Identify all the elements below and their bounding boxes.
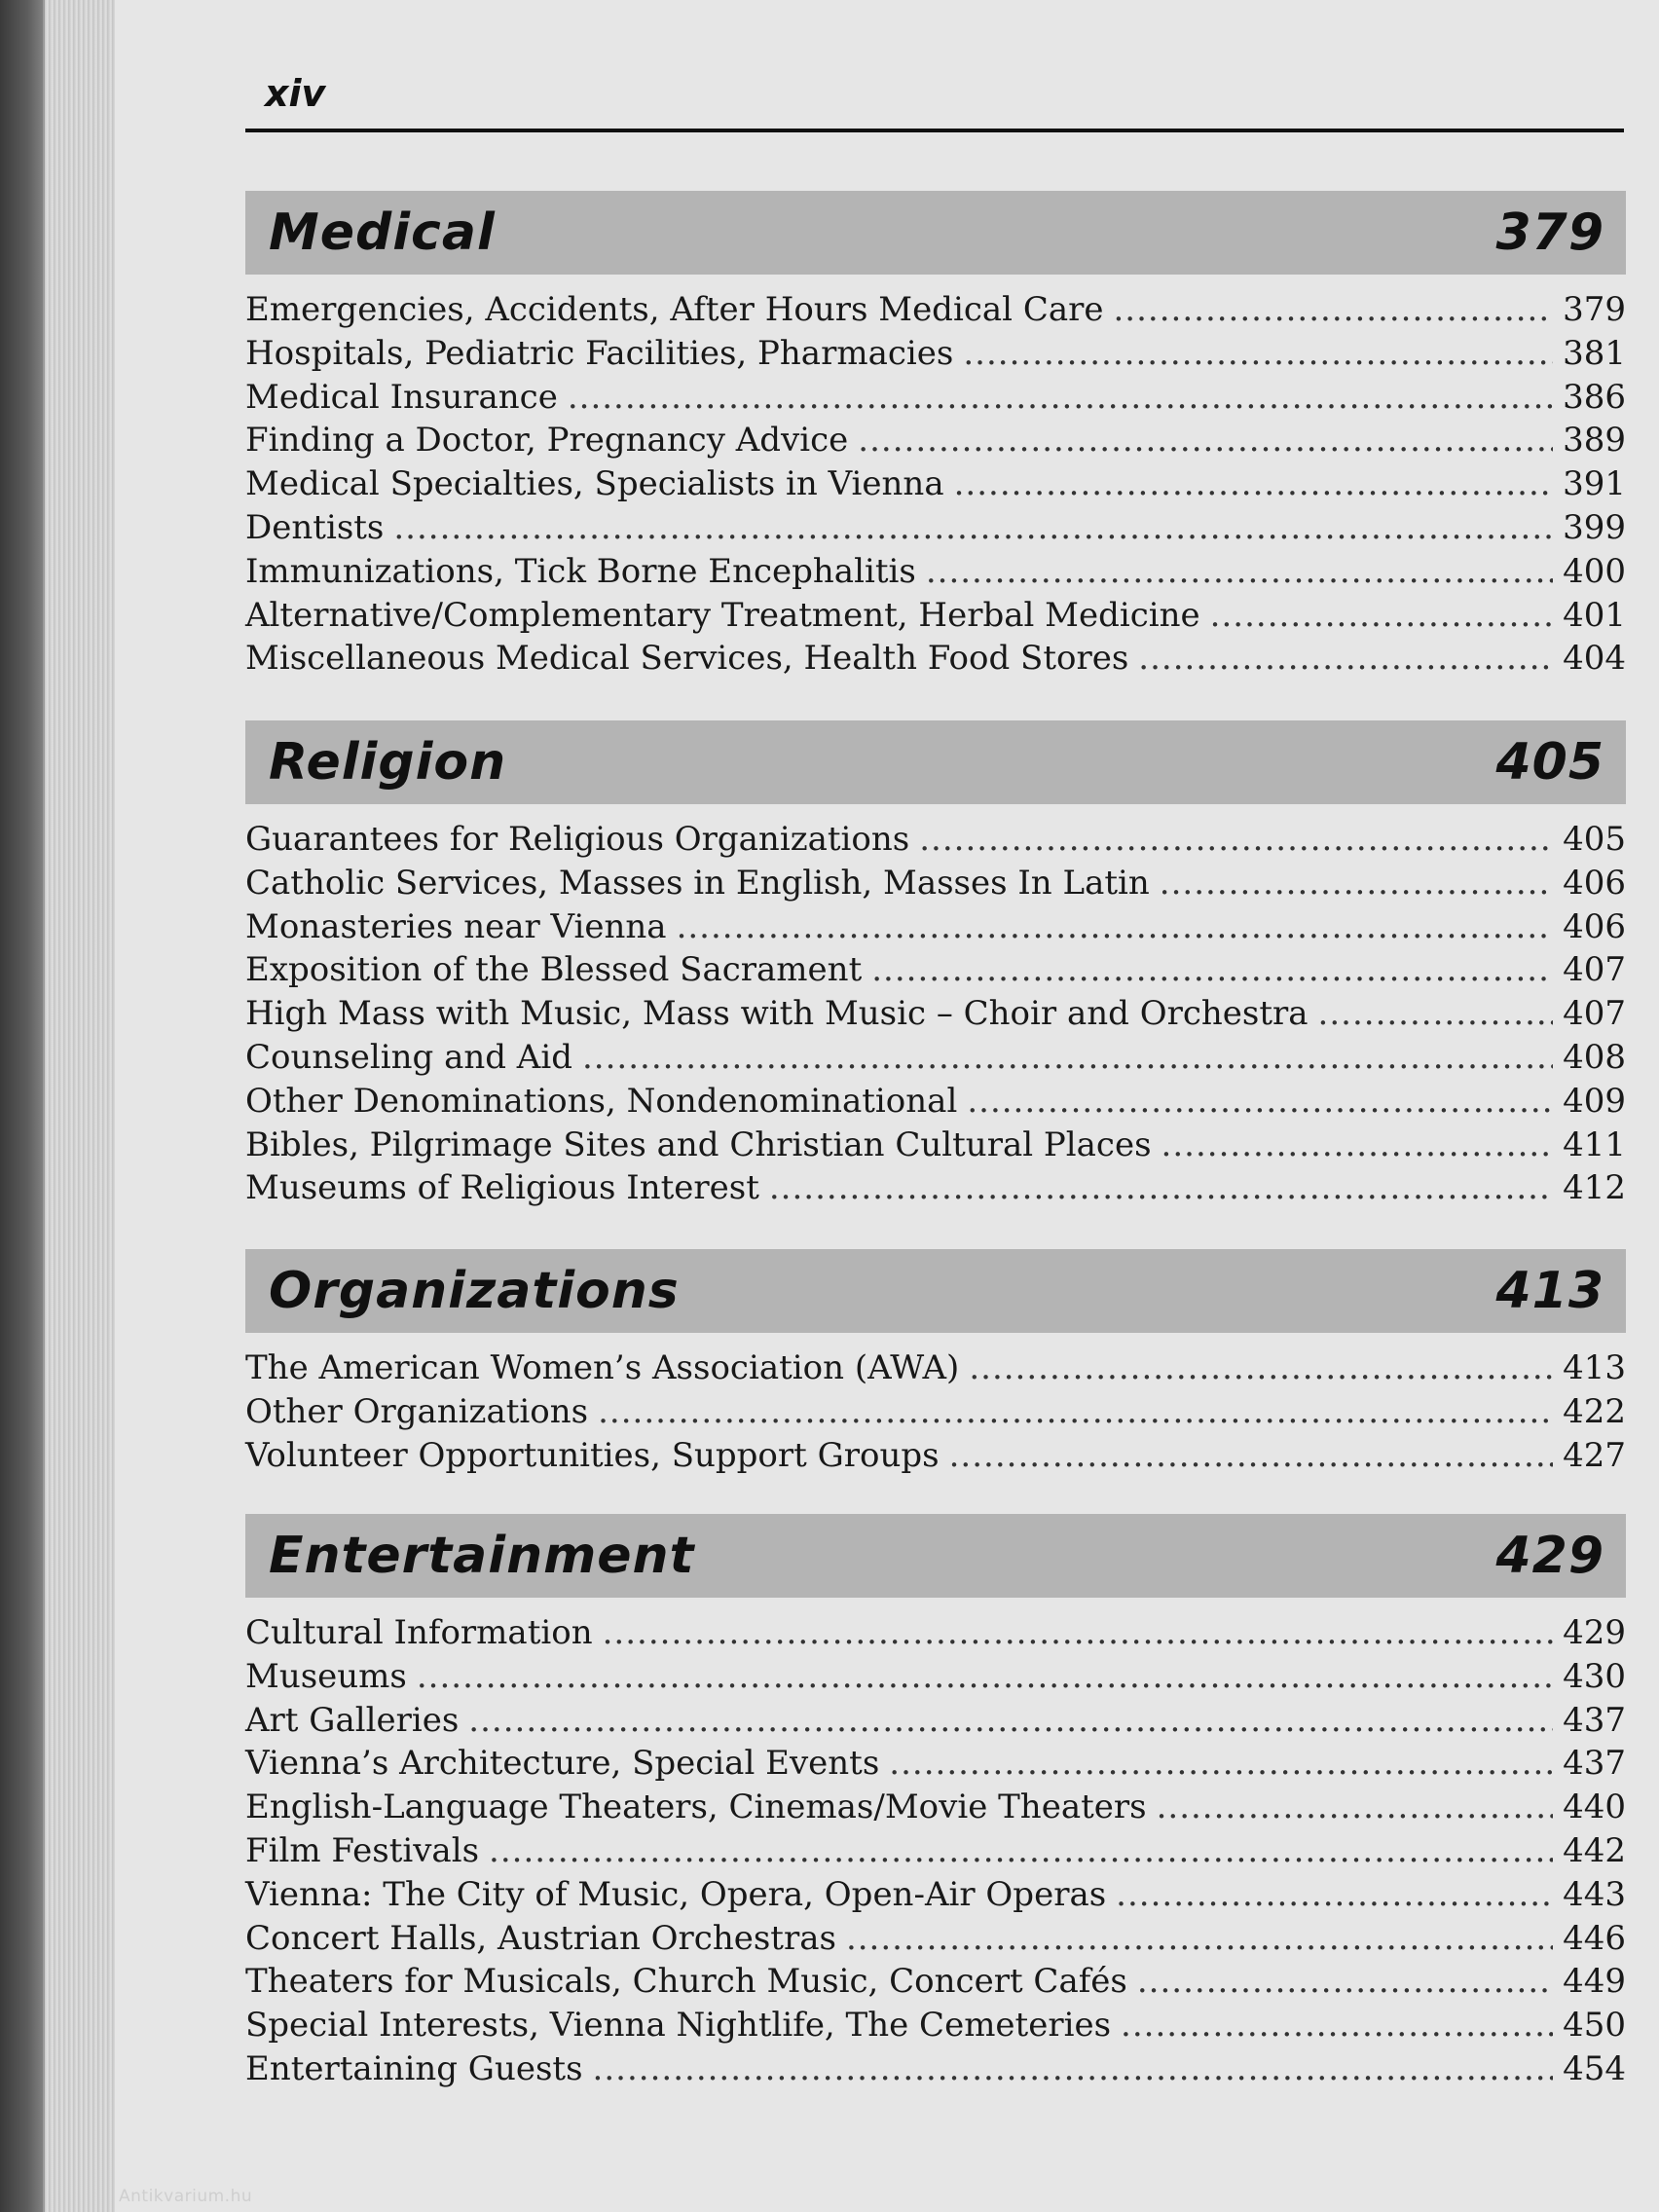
toc-entry[interactable] — [245, 2049, 1626, 2093]
section-entertainment — [245, 1514, 1626, 2093]
book-spine — [0, 0, 47, 2212]
watermark: Antikvarium.hu — [119, 2187, 253, 2206]
dot-leader — [1121, 2006, 1553, 2045]
header-rule — [245, 129, 1624, 132]
toc-entry[interactable] — [245, 1613, 1626, 1657]
section-page: 429 — [1495, 1527, 1604, 1585]
section-organizations — [245, 1249, 1626, 1479]
section-banner — [245, 1514, 1626, 1598]
entry-page: 440 — [1563, 1788, 1626, 1827]
toc-entry[interactable] — [245, 1168, 1626, 1212]
toc-entry[interactable] — [245, 334, 1626, 378]
entry-title: Entertaining Guests — [245, 2048, 583, 2088]
toc-entry[interactable] — [245, 1082, 1626, 1125]
page-edges — [43, 0, 119, 2212]
dot-leader — [598, 1392, 1553, 1431]
entry-page: 443 — [1563, 1874, 1626, 1914]
dot-leader — [677, 907, 1554, 946]
toc-entry[interactable] — [245, 1701, 1626, 1745]
entry-page: 437 — [1563, 1700, 1626, 1740]
dot-leader — [1157, 1788, 1554, 1826]
entry-list — [245, 290, 1626, 682]
section-title: Medical — [269, 203, 496, 262]
entry-title: Emergencies, Accidents, After Hours Medical Care — [245, 290, 1104, 329]
entry-title: Museums — [245, 1656, 407, 1696]
section-banner — [245, 191, 1626, 275]
dot-leader — [889, 1744, 1553, 1783]
entry-title: Cultural Information — [245, 1613, 593, 1652]
entry-page: 409 — [1563, 1081, 1626, 1121]
dot-leader — [963, 334, 1553, 373]
section-page: 379 — [1495, 203, 1604, 262]
entry-page: 454 — [1563, 2048, 1626, 2088]
entry-page: 429 — [1563, 1613, 1626, 1652]
entry-page: 413 — [1563, 1348, 1626, 1387]
entry-page: 446 — [1563, 1918, 1626, 1958]
entry-title: Vienna’s Architecture, Special Events — [245, 1744, 880, 1784]
toc-entry[interactable] — [245, 1348, 1626, 1392]
toc-entry[interactable] — [245, 1744, 1626, 1788]
dot-leader — [582, 1038, 1553, 1077]
dot-leader — [769, 1168, 1553, 1207]
entry-title: Other Denominations, Nondenominational — [245, 1081, 958, 1121]
dot-leader — [871, 950, 1553, 989]
entry-title: Other Organizations — [245, 1391, 589, 1431]
toc-entry[interactable] — [245, 907, 1626, 951]
entry-title: Art Galleries — [245, 1700, 460, 1740]
entry-title: Alternative/Complementary Treatment, Herbal Medicine — [245, 595, 1200, 635]
entry-page: 399 — [1563, 507, 1626, 547]
toc-entry[interactable] — [245, 508, 1626, 552]
entry-page: 401 — [1563, 595, 1626, 635]
dot-leader — [1113, 290, 1553, 329]
entry-title: Exposition of the Blessed Sacrament — [245, 950, 863, 990]
entry-page: 405 — [1563, 820, 1626, 859]
toc-entry[interactable] — [245, 1962, 1626, 2006]
toc-entry[interactable] — [245, 290, 1626, 334]
toc-entry[interactable] — [245, 994, 1626, 1038]
entry-title: Counseling and Aid — [245, 1037, 572, 1077]
entry-page: 430 — [1563, 1656, 1626, 1696]
toc-entry[interactable] — [245, 552, 1626, 596]
toc-entry[interactable] — [245, 1392, 1626, 1436]
section-medical — [245, 191, 1626, 682]
dot-leader — [593, 2049, 1554, 2088]
dot-leader — [468, 1701, 1553, 1740]
entry-page: 407 — [1563, 994, 1626, 1034]
toc-entry[interactable] — [245, 1875, 1626, 1919]
dot-leader — [846, 1919, 1553, 1958]
section-banner — [245, 720, 1626, 804]
entry-page: 404 — [1563, 639, 1626, 679]
toc-entry[interactable] — [245, 464, 1626, 508]
entry-title: Vienna: The City of Music, Opera, Open-Air Operas — [245, 1874, 1107, 1914]
toc-entry[interactable] — [245, 421, 1626, 464]
entry-title: Dentists — [245, 507, 385, 547]
section-banner — [245, 1249, 1626, 1333]
section-title: Entertainment — [269, 1527, 695, 1585]
entry-page: 412 — [1563, 1168, 1626, 1208]
toc-entry[interactable] — [245, 1831, 1626, 1875]
entry-title: Medical Insurance — [245, 377, 558, 417]
dot-leader — [1138, 639, 1553, 678]
dot-leader — [489, 1831, 1553, 1870]
dot-leader — [858, 421, 1553, 460]
entry-title: Special Interests, Vienna Nightlife, The Cemeteries — [245, 2006, 1112, 2046]
toc-entry[interactable] — [245, 1125, 1626, 1169]
dot-leader — [417, 1657, 1553, 1696]
toc-entry[interactable] — [245, 1436, 1626, 1480]
entry-title: Film Festivals — [245, 1830, 480, 1870]
dot-leader — [1318, 994, 1554, 1033]
entry-page: 427 — [1563, 1435, 1626, 1475]
entry-title: Concert Halls, Austrian Orchestras — [245, 1918, 836, 1958]
page-number: xiv — [265, 72, 326, 115]
entry-list — [245, 820, 1626, 1212]
toc-entry[interactable] — [245, 378, 1626, 422]
entry-page: 411 — [1563, 1124, 1626, 1164]
dot-leader — [1210, 596, 1553, 635]
dot-leader — [603, 1613, 1553, 1652]
dot-leader — [1137, 1962, 1553, 2001]
toc-entry[interactable] — [245, 1788, 1626, 1831]
entry-title: Museums of Religious Interest — [245, 1168, 759, 1208]
entry-title: Immunizations, Tick Borne Encephalitis — [245, 551, 916, 591]
entry-page: 407 — [1563, 950, 1626, 990]
entry-title: Theaters for Musicals, Church Music, Concert Cafés — [245, 1962, 1127, 2002]
entry-title: Finding a Doctor, Pregnancy Advice — [245, 421, 849, 461]
toc-entry[interactable] — [245, 639, 1626, 682]
dot-leader — [919, 820, 1553, 859]
dot-leader — [969, 1348, 1553, 1387]
entry-title: Bibles, Pilgrimage Sites and Christian Cultural Places — [245, 1124, 1152, 1164]
entry-page: 391 — [1563, 464, 1626, 504]
dot-leader — [954, 464, 1553, 503]
toc-entry[interactable] — [245, 596, 1626, 640]
section-religion — [245, 720, 1626, 1212]
dot-leader — [1160, 864, 1553, 903]
section-page: 405 — [1495, 733, 1604, 792]
entry-page: 381 — [1563, 333, 1626, 373]
entry-title: Guarantees for Religious Organizations — [245, 820, 910, 859]
entry-title: Hospitals, Pediatric Facilities, Pharmacies — [245, 333, 954, 373]
dot-leader — [393, 508, 1553, 547]
entry-page: 386 — [1563, 377, 1626, 417]
entry-page: 442 — [1563, 1830, 1626, 1870]
toc-entry[interactable] — [245, 950, 1626, 994]
entry-list — [245, 1613, 1626, 2093]
entry-title: Catholic Services, Masses in English, Masses In Latin — [245, 863, 1150, 903]
toc-entry[interactable] — [245, 1038, 1626, 1082]
entry-title: Monasteries near Vienna — [245, 906, 667, 946]
dot-leader — [949, 1436, 1553, 1475]
entry-page: 408 — [1563, 1037, 1626, 1077]
toc-entry[interactable] — [245, 1657, 1626, 1701]
entry-title: High Mass with Music, Mass with Music – Choir and Orchestra — [245, 994, 1309, 1034]
entry-page: 389 — [1563, 421, 1626, 461]
entry-title: Volunteer Opportunities, Support Groups — [245, 1435, 940, 1475]
toc-entry[interactable] — [245, 2006, 1626, 2049]
dot-leader — [1116, 1875, 1553, 1914]
entry-page: 379 — [1563, 290, 1626, 329]
dot-leader — [926, 552, 1553, 591]
dot-leader — [1161, 1125, 1554, 1164]
entry-title: Medical Specialties, Specialists in Vienna — [245, 464, 944, 504]
entry-page: 406 — [1563, 906, 1626, 946]
entry-page: 406 — [1563, 863, 1626, 903]
toc-entry[interactable] — [245, 1919, 1626, 1963]
toc-entry[interactable] — [245, 864, 1626, 907]
entry-page: 450 — [1563, 2006, 1626, 2046]
dot-leader — [967, 1082, 1553, 1121]
entry-page: 449 — [1563, 1962, 1626, 2002]
entry-list — [245, 1348, 1626, 1479]
entry-page: 422 — [1563, 1391, 1626, 1431]
section-title: Organizations — [269, 1262, 680, 1320]
section-page: 413 — [1495, 1262, 1604, 1320]
entry-title: The American Women’s Association (AWA) — [245, 1348, 960, 1387]
toc-entry[interactable] — [245, 820, 1626, 864]
entry-page: 437 — [1563, 1744, 1626, 1784]
entry-page: 400 — [1563, 551, 1626, 591]
section-title: Religion — [269, 733, 507, 792]
entry-title: Miscellaneous Medical Services, Health Food Stores — [245, 639, 1129, 679]
dot-leader — [568, 378, 1553, 417]
entry-title: English-Language Theaters, Cinemas/Movie Theaters — [245, 1788, 1147, 1827]
